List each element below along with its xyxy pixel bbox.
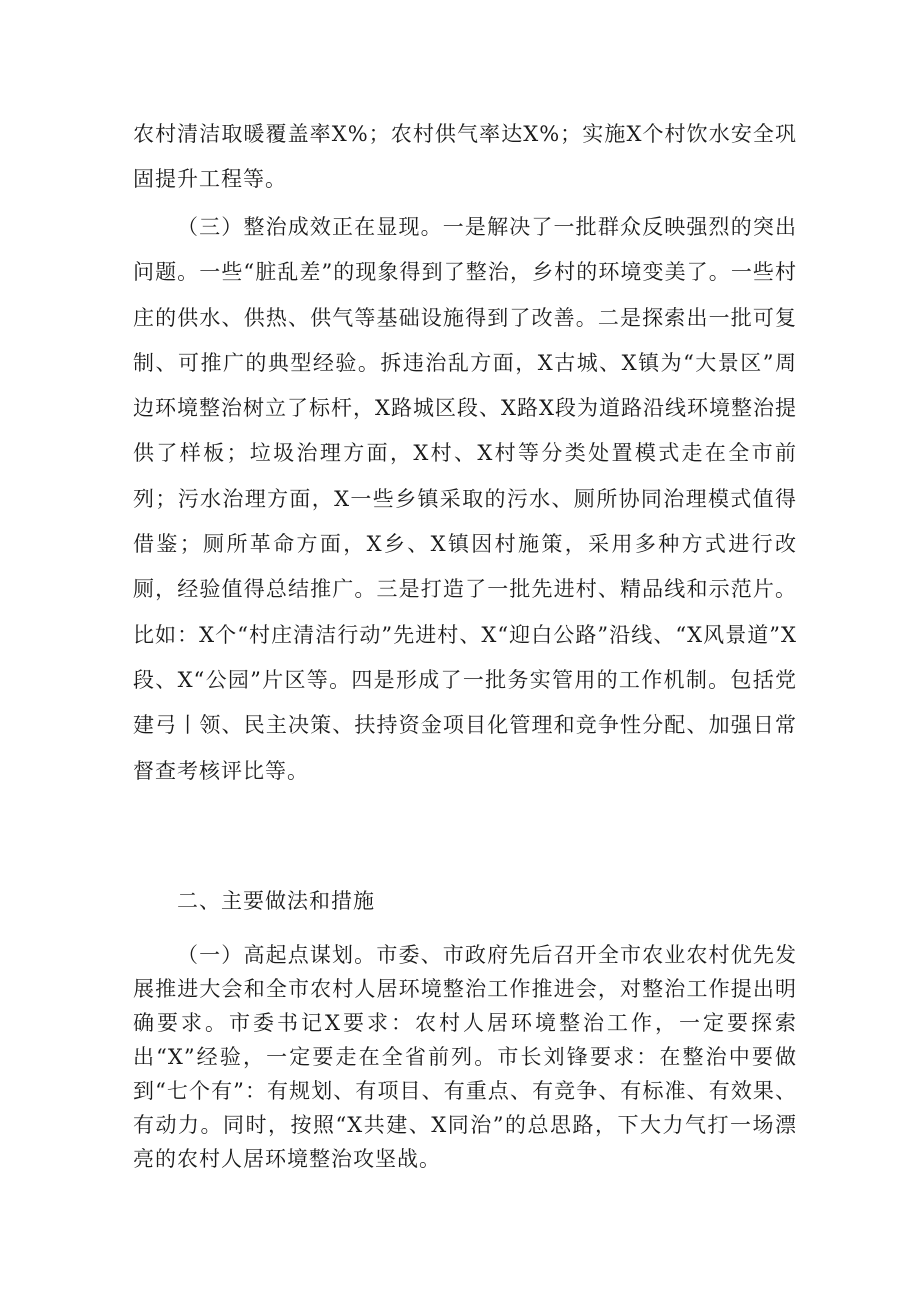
section-3-paragraph xyxy=(133,205,797,794)
paragraph-text: 农村清洁取暖覆盖率X%；农村供气率达X%；实施X个村饮水安全巩固提升工程等。 xyxy=(133,122,797,191)
section-heading xyxy=(133,879,797,924)
continuation-paragraph xyxy=(133,112,797,202)
section-2-1-paragraph xyxy=(133,938,797,1176)
paragraph-text: （三）整治成效正在显现。一是解决了一批群众反映强烈的突出问题。一些“脏乱差”的现象得到了整治，乡村的环境变美了。一些村庄的供水、供热、供气等基础设施得到了改善。二是探索出一批可复制、可推广的典型经验。拆违治乱方面，X古城、X镇为“大景区”周边环境整治树立了标杆，X路城区段、X路X段为道路沿线环境整治提供了样板；垃圾治理方面，X村、X村等分类处置模式走在全市前列；污水治理方面，X一些乡镇采取的污水、厕所协同治理模式值得借鉴；厕所革命方面，X乡、X镇因村施策，采用多种方式进行改厕，经验值得总结推广。三是打造了一批先进村、精品线和示范片。比如：X个“村庄清洁行动”先进村、X“迎白公路”沿线、“X风景道”X段、X“公园”片区等。四是形成了一批务实管用的工作机制。包括党建弓丨领、民主决策、扶持资金项目化管理和竞争性分配、加强日常督查考核评比等。 xyxy=(133,215,797,783)
paragraph-text: （一）高起点谋划。市委、市政府先后召开全市农业农村优先发展推进大会和全市农村人居环境整治工作推进会，对整治工作提出明确要求。市委书记X要求：农村人居环境整治工作，一定要探索出“X”经验，一定要走在全省前列。市长刘锋要求：在整治中要做到“七个有”：有规划、有项目、有重点、有竞争、有标准、有效果、有动力。同时，按照“X共建、X同治”的总思路，下大力气打一场漂亮的农村人居环境整治攻坚战。 xyxy=(133,943,797,1171)
heading-text: 二、主要做法和措施 xyxy=(177,889,375,913)
